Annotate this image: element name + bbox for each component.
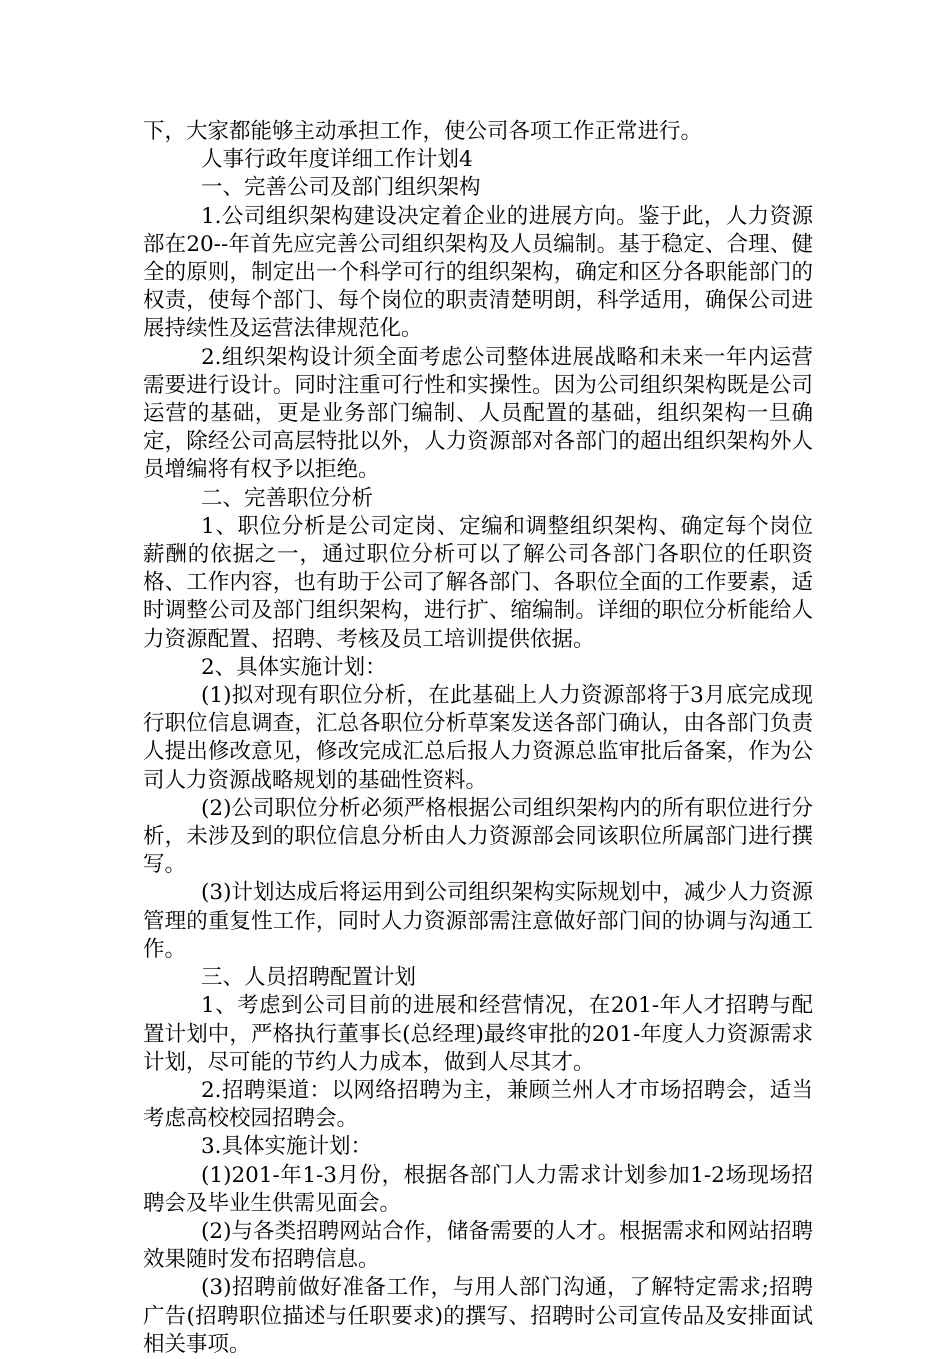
document-body (143, 118, 813, 1359)
section-heading-1: 一、完善公司及部门组织架构 (201, 175, 481, 201)
list-item: (2)公司职位分析必须严格根据公司组织架构内的所有职位进行分析，未涉及到的职位信息分析由人力资源部会同该职位所属部门进行撰写。 (143, 795, 813, 878)
subheading: 2、具体实施计划： (201, 654, 387, 680)
paragraph: 2.招聘渠道：以网络招聘为主，兼顾兰州人才市场招聘会，适当考虑高校校园招聘会。 (143, 1077, 813, 1132)
paragraph-continuation: 下，大家都能够主动承担工作，使公司各项工作正常进行。 (143, 119, 703, 144)
section-heading-3: 三、人员招聘配置计划 (201, 965, 417, 991)
list-item: (3)计划达成后将运用到公司组织架构实际规划中，减少人力资源管理的重复性工作，同时人力资源部需注意做好部门间的协调与沟通工作。 (143, 880, 813, 962)
paragraph: 2.组织架构设计须全面考虑公司整体进展战略和未来一年内运营需要进行设计。同时注重可行性和实操性。因为公司组织架构既是公司运营的基础，更是业务部门编制、人员配置的基础，组织架构一旦确定，除经公司高层特批以外，人力资源部对各部门的超出组织架构外人员增编将有权予以拒绝。 (143, 344, 813, 483)
list-item: (2)与各类招聘网站合作，储备需要的人才。根据需求和网站招聘效果随时发布招聘信息。 (143, 1218, 813, 1273)
plan-title: 人事行政年度详细工作计划4 (201, 147, 473, 173)
paragraph: 1.公司组织架构建设决定着企业的进展方向。鉴于此，人力资源部在20--年首先应完善公司组织架构及人员编制。基于稳定、合理、健全的原则，制定出一个科学可行的组织架构，确定和区分各职能部门的权责，使每个部门、每个岗位的职责清楚明朗，科学适用，确保公司进展持续性及运营法律规范化。 (143, 203, 813, 342)
paragraph: 1、考虑到公司目前的进展和经营情况，在201-年人才招聘与配置计划中，严格执行董事长(总经理)最终审批的201-年度人力资源需求计划，尽可能的节约人力成本，做到人尽其才。 (143, 993, 813, 1075)
paragraph: 1、职位分析是公司定岗、定编和调整组织架构、确定每个岗位薪酬的依据之一，通过职位分析可以了解公司各部门各职位的任职资格、工作内容，也有助于公司了解各部门、各职位全面的工作要素，适时调整公司及部门组织架构，进行扩、缩编制。详细的职位分析能给人力资源配置、招聘、考核及员工培训提供依据。 (143, 513, 813, 652)
list-item: (3)招聘前做好准备工作，与用人部门沟通，了解特定需求;招聘广告(招聘职位描述与任职要求)的撰写、招聘时公司宣传品及安排面试相关事项。 (143, 1275, 813, 1357)
list-item: (1)拟对现有职位分析，在此基础上人力资源部将于3月底完成现行职位信息调查，汇总各职位分析草案发送各部门确认，由各部门负责人提出修改意见，修改完成汇总后报人力资源总监审批后备案，作为公司人力资源战略规划的基础性资料。 (143, 683, 813, 793)
list-item: (1)201-年1-3月份，根据各部门人力需求计划参加1-2场现场招聘会及毕业生供需见面会。 (143, 1162, 813, 1216)
section-heading-2: 二、完善职位分析 (201, 485, 374, 511)
subheading: 3.具体实施计划： (201, 1134, 373, 1160)
